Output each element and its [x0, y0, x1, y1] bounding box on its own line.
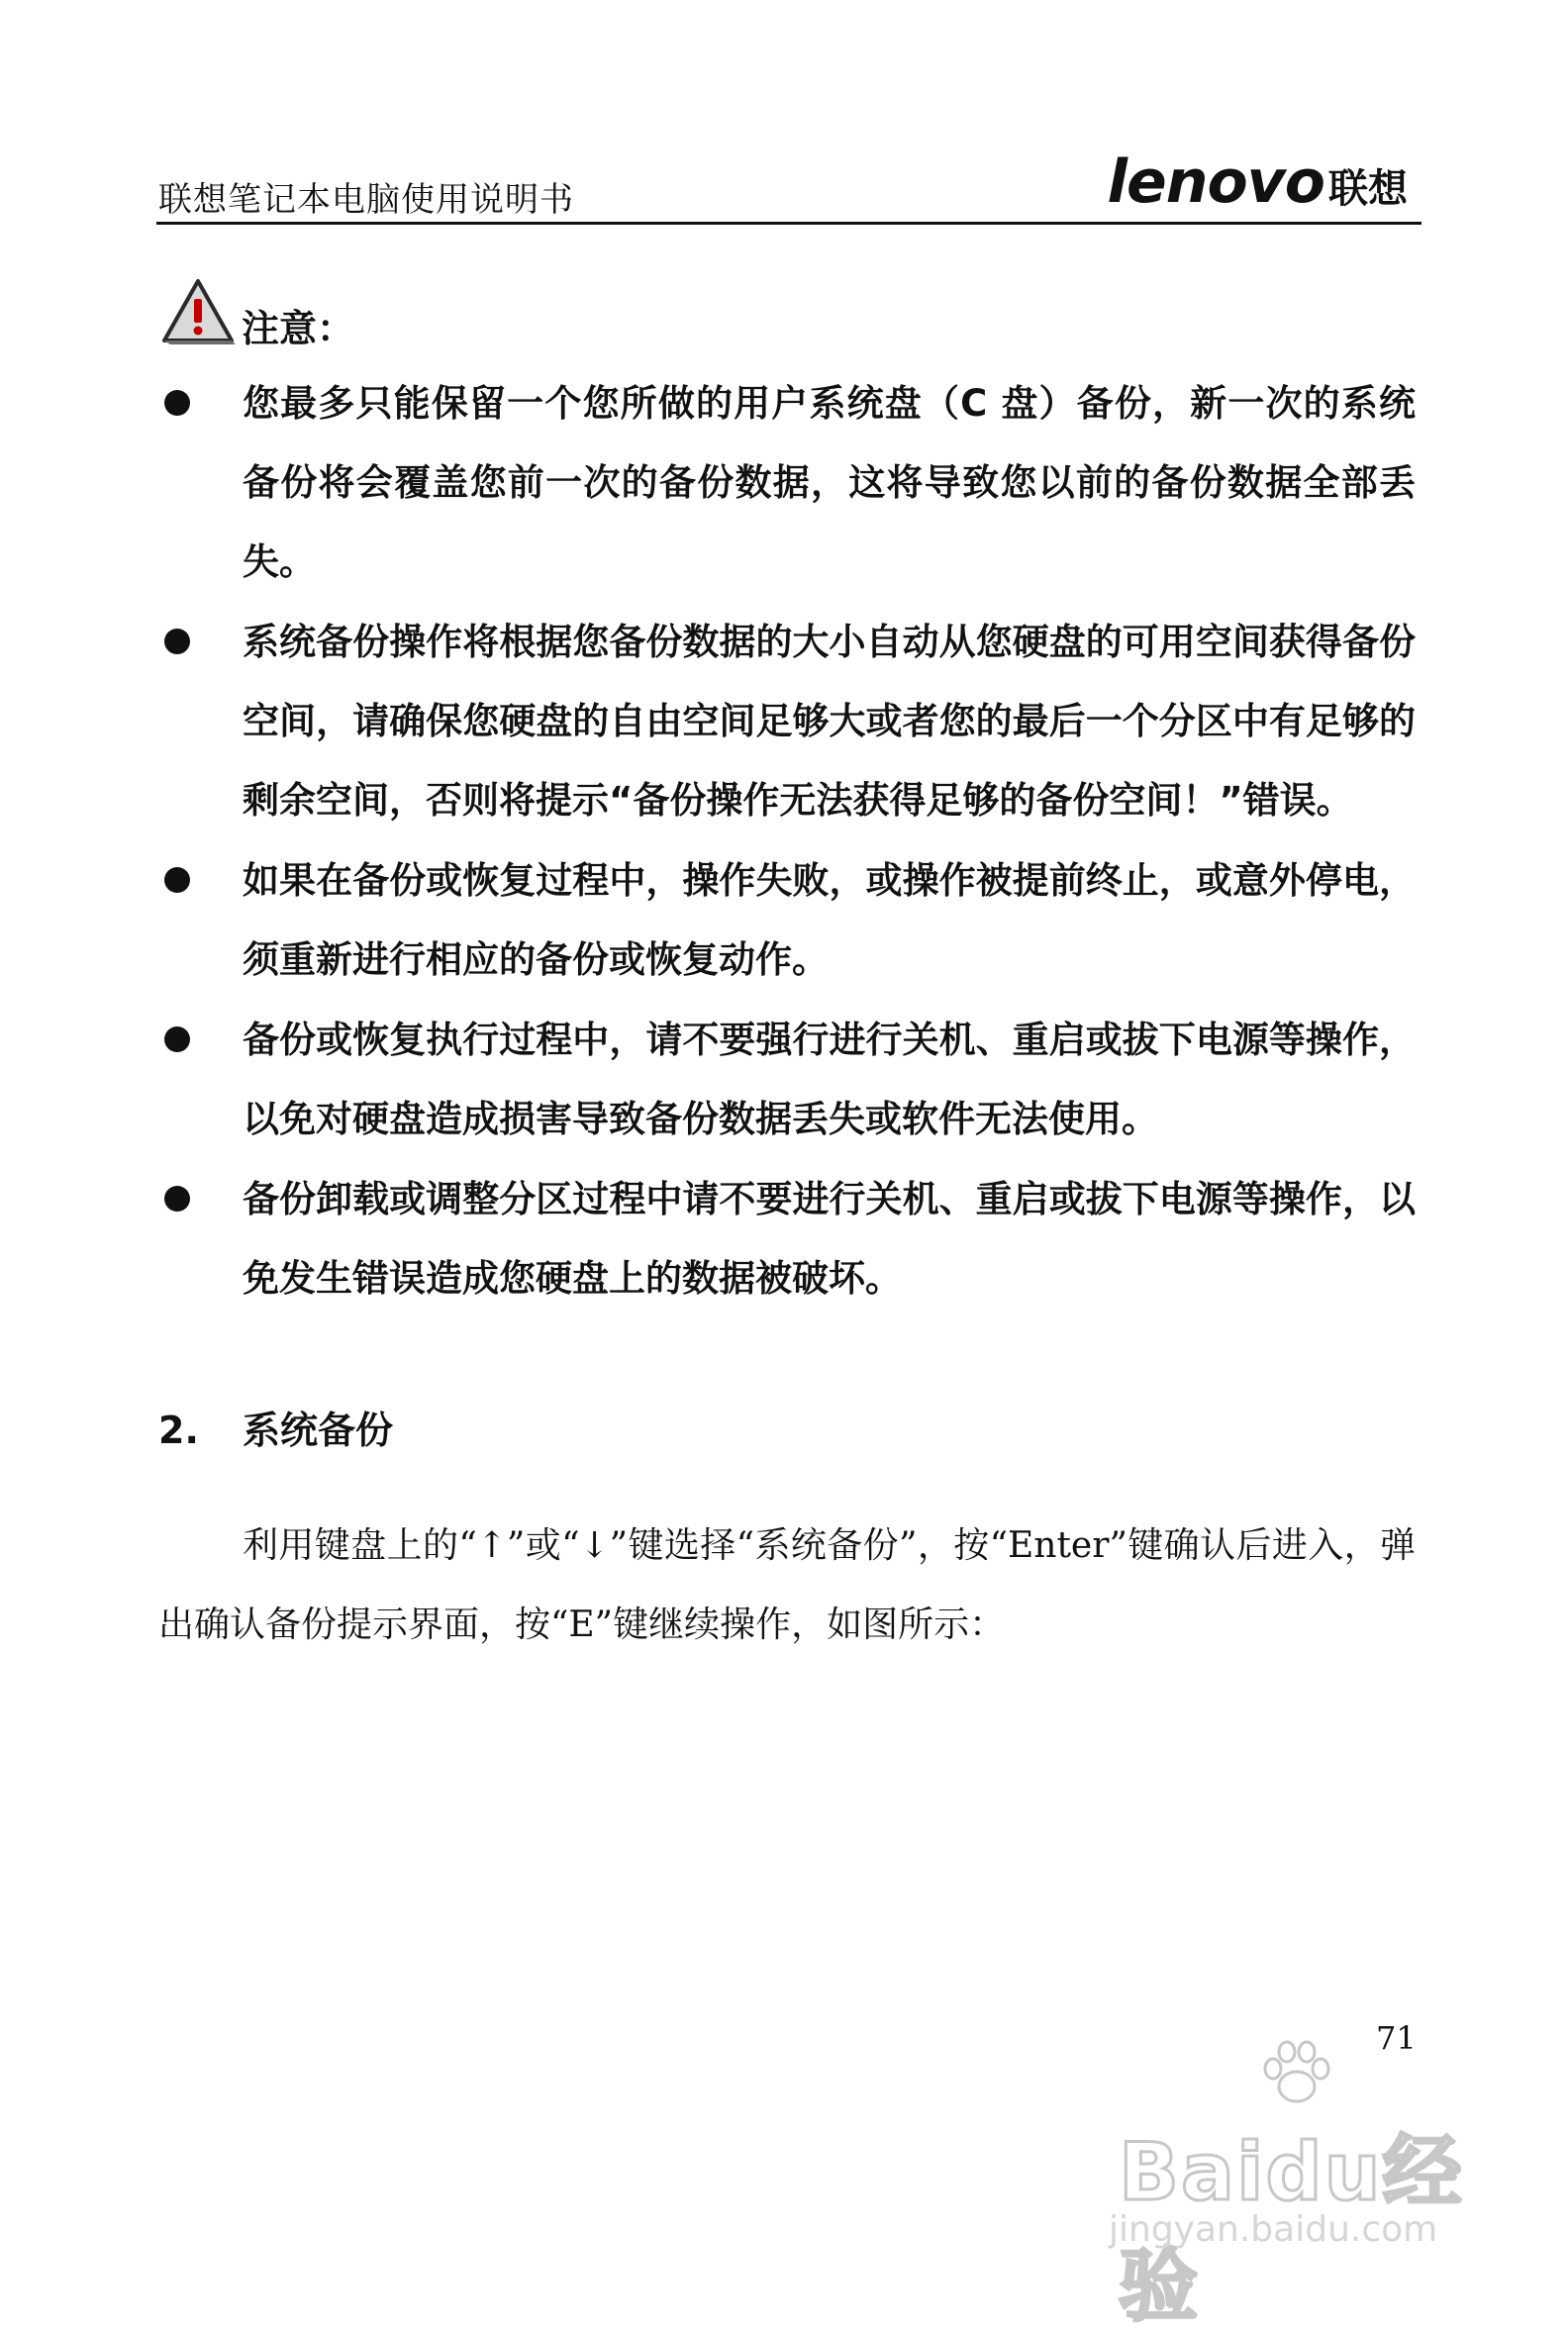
baidu-watermark — [1109, 2039, 1485, 2332]
logo-text-cn: 联想 — [1328, 166, 1408, 212]
body-paragraph: 利用键盘上的“↑”或“↓”键选择“系统备份”，按“Enter”键确认后进入，弹出确认备份提示界面，按“E”键继续操作，如图所示： — [158, 1525, 1416, 1645]
list-item: 备份或恢复执行过程中，请不要强行进行关机、重启或拔下电源等操作，以免对硬盘造成损害导致备份数据丢失或软件无法使用。 — [158, 1001, 1416, 1159]
manual-title: 联想笔记本电脑使用说明书 — [158, 180, 574, 220]
page-number: 71 — [1376, 2019, 1417, 2057]
paw-icon — [1257, 2039, 1336, 2108]
section-number: 2. — [158, 1409, 199, 1452]
logo-text-en: lenovo — [1107, 147, 1324, 217]
warning-triangle-icon — [158, 275, 238, 346]
lenovo-logo — [1107, 147, 1408, 217]
list-item: 如果在备份或恢复过程中，操作失败，或操作被提前终止，或意外停电，须重新进行相应的备份或恢复动作。 — [158, 841, 1416, 1000]
watermark-brand: Baidu经验 — [1119, 2126, 1464, 2332]
notice-heading — [158, 267, 355, 350]
list-item: 系统备份操作将根据您备份数据的大小自动从您硬盘的可用空间获得备份空间，请确保您硬盘的自由空间足够大或者您的最后一个分区中有足够的剩余空间，否则将提示“备份操作无法获得足够的备份空间！”错误。 — [158, 603, 1416, 840]
page-header — [156, 148, 1421, 225]
notice-list — [158, 364, 1416, 1319]
watermark-url: jingyan.baidu.com — [1109, 2209, 1438, 2250]
list-item: 您最多只能保留一个您所做的用户系统盘（C 盘）备份，新一次的系统备份将会覆盖您前一次的备份数据，这将导致您以前的备份数据全部丢失。 — [158, 364, 1416, 602]
list-item: 备份卸载或调整分区过程中请不要进行关机、重启或拔下电源等操作，以免发生错误造成您硬盘上的数据被破坏。 — [158, 1160, 1416, 1318]
section-heading — [158, 1391, 393, 1470]
notice-label: 注意： — [242, 307, 355, 350]
section-title: 系统备份 — [243, 1409, 394, 1452]
